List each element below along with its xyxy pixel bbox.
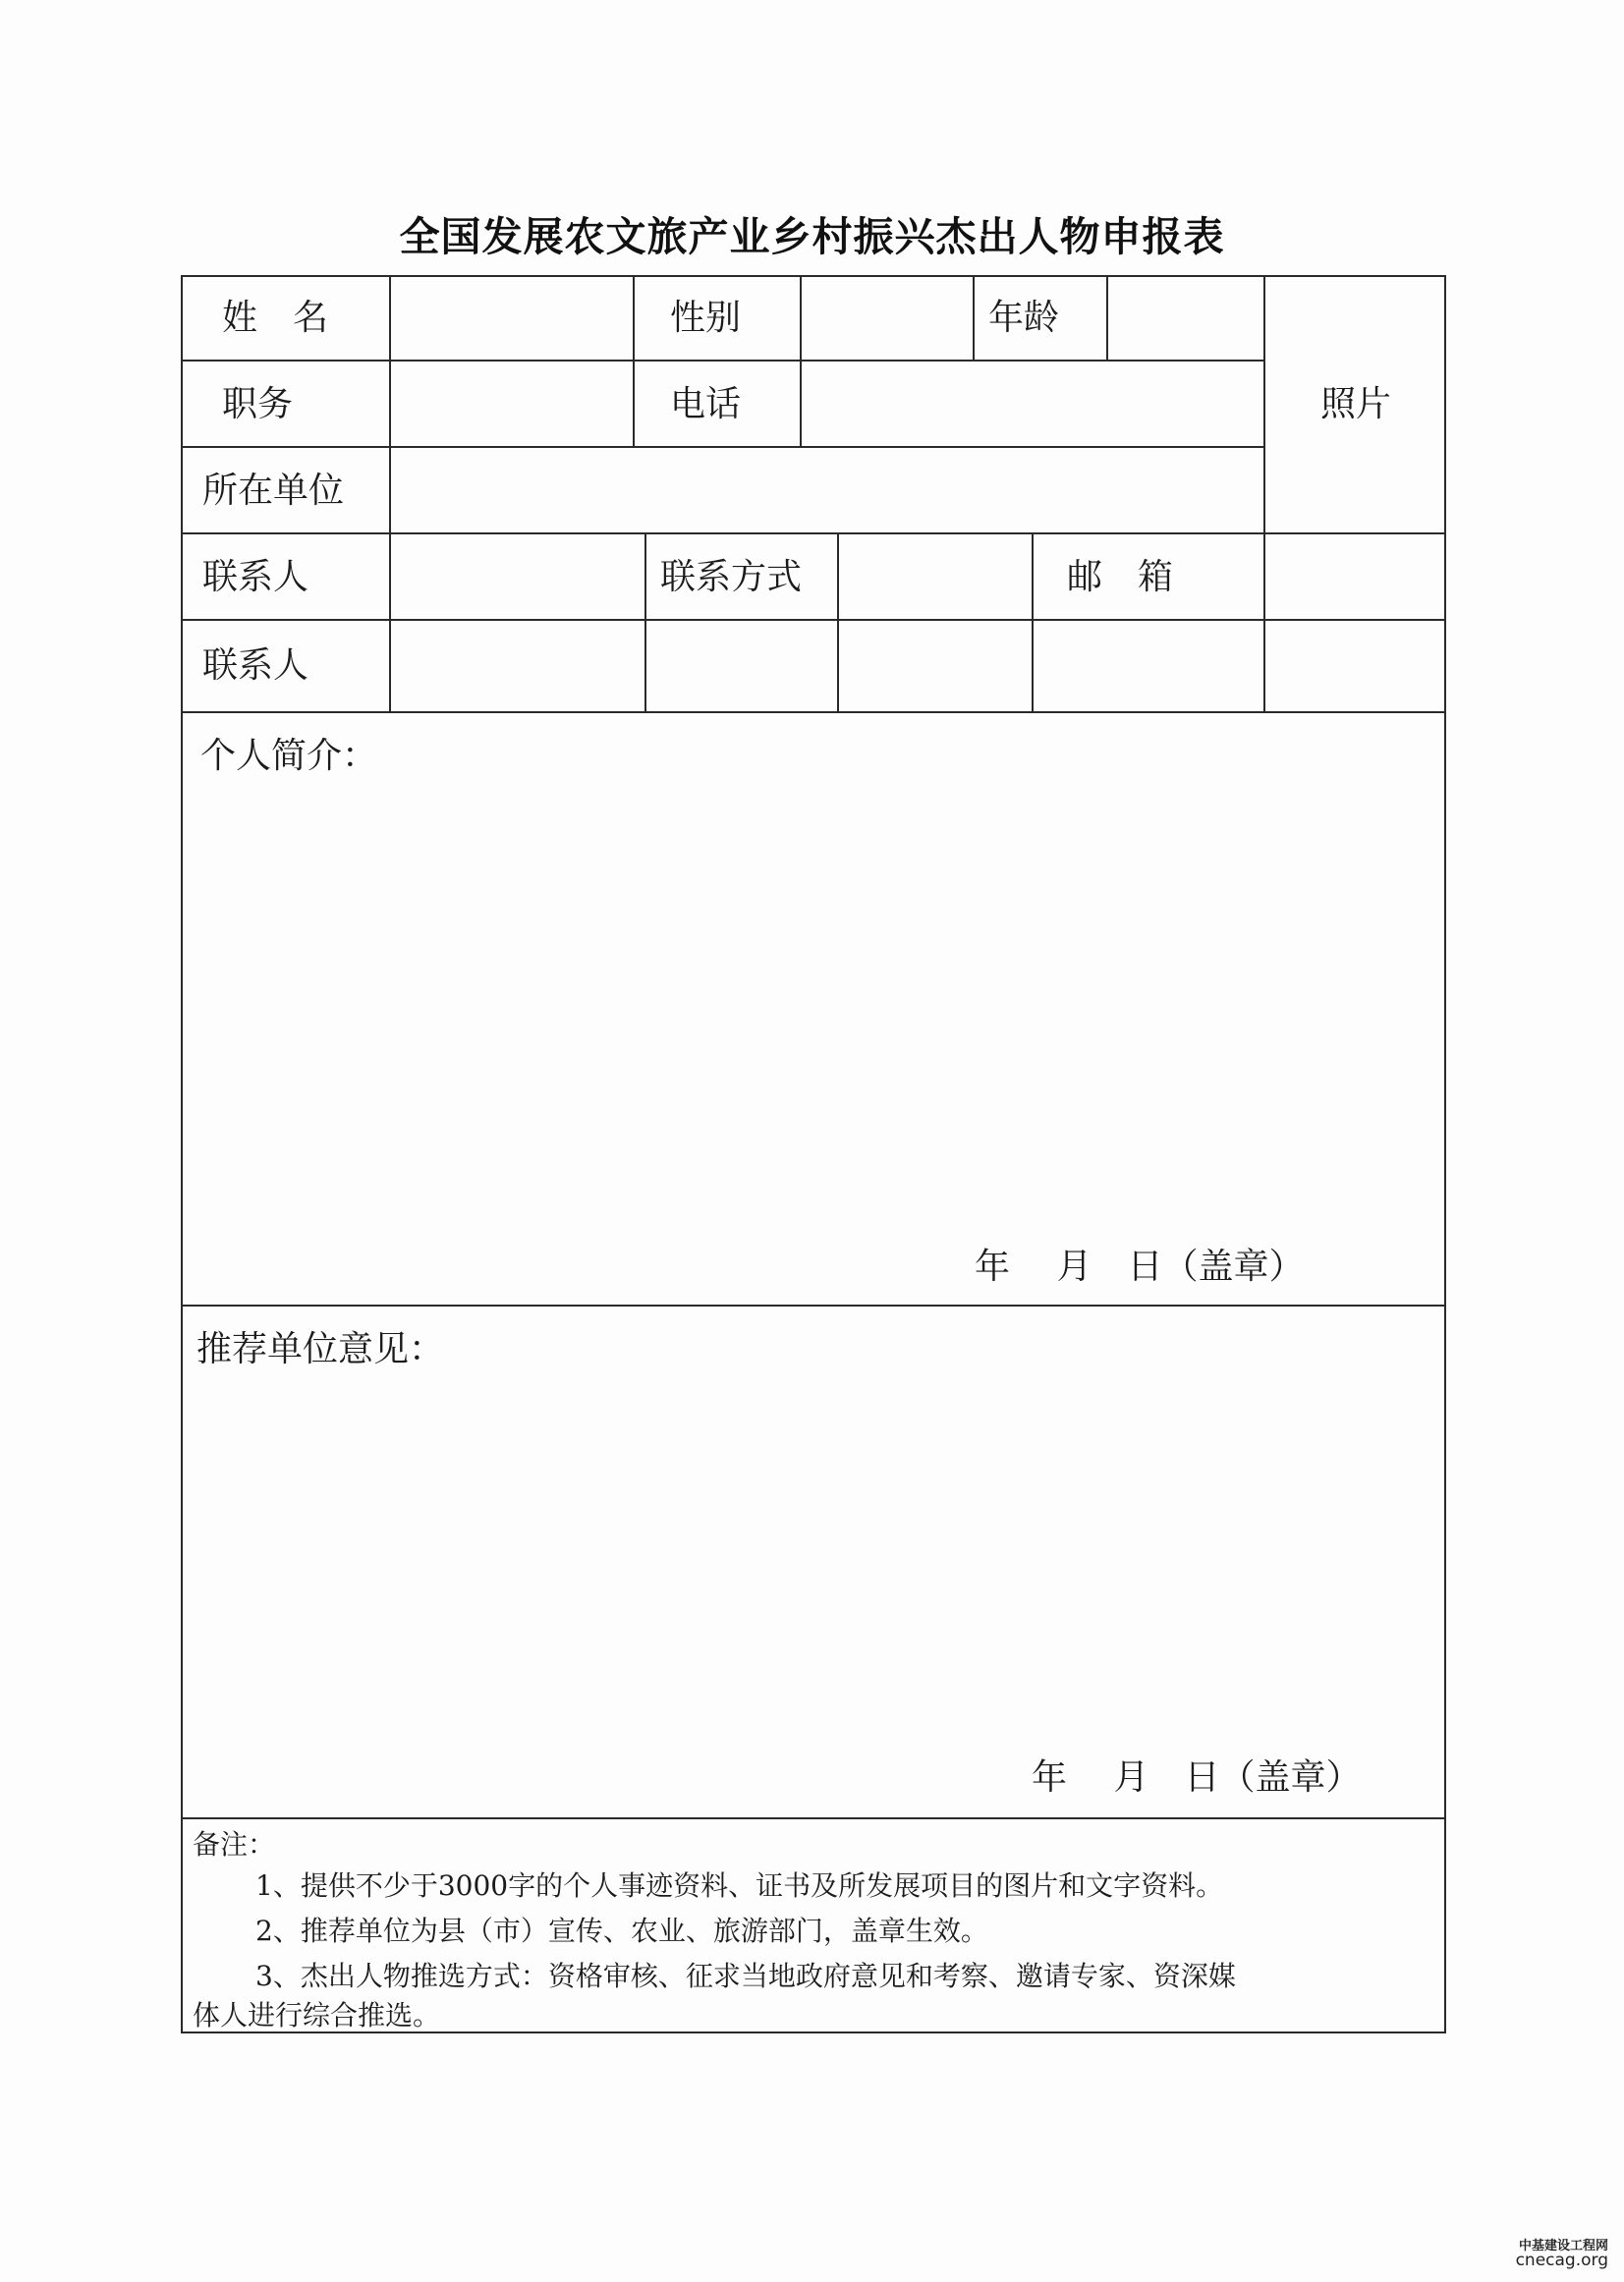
position-field[interactable]: [391, 362, 633, 446]
gender-field[interactable]: [802, 277, 973, 360]
label-unit: 所在单位: [202, 471, 345, 511]
border-bottom: [181, 2032, 1446, 2033]
recommend-label: 推荐单位意见：: [196, 1329, 445, 1369]
border-right: [1444, 275, 1446, 2033]
section-line-recommend: [181, 1817, 1446, 1819]
label-age: 年龄: [988, 298, 1060, 338]
application-form: [181, 275, 1446, 2033]
note-item-1: 1、提供不少于3000字的个人事迹资料、证书及所发展项目的图片和文字资料。: [255, 1869, 1224, 1902]
recommend-textarea[interactable]: [183, 1379, 1444, 1772]
label-contact-method: 联系方式: [660, 557, 803, 597]
section-line-intro: [181, 1305, 1446, 1307]
label-gender: 性别: [670, 298, 742, 338]
intro-textarea[interactable]: [183, 786, 1444, 1257]
contact-method-1-field[interactable]: [839, 534, 1032, 619]
row-line-5: [181, 711, 1446, 713]
contact-2-email-label-cell[interactable]: [1034, 621, 1263, 711]
label-phone: 电话: [670, 384, 742, 424]
col-line-age-label: [973, 275, 975, 360]
row-line-3: [181, 532, 1446, 534]
intro-date-stamp: 年 月 日（盖章）: [975, 1247, 1305, 1287]
watermark-url: cnecag.org: [1515, 2251, 1608, 2271]
label-email: 邮 箱: [1067, 557, 1174, 597]
contact-2-field[interactable]: [391, 621, 644, 711]
email-1-field[interactable]: [1265, 534, 1444, 619]
label-photo: 照片: [1320, 384, 1392, 424]
unit-field[interactable]: [391, 448, 1263, 532]
label-position: 职务: [222, 384, 294, 424]
label-contact-1: 联系人: [202, 557, 309, 597]
note-item-3-continuation: 体人进行综合推选。: [193, 1999, 441, 2032]
name-field[interactable]: [391, 277, 633, 360]
note-item-2: 2、推荐单位为县（市）宣传、农业、旅游部门，盖章生效。: [255, 1915, 988, 1947]
email-2-field[interactable]: [1265, 621, 1444, 711]
intro-label: 个人简介：: [200, 736, 378, 776]
note-item-3: 3、杰出人物推选方式：资格审核、征求当地政府意见和考察、邀请专家、资深媒: [255, 1960, 1236, 1992]
photo-field[interactable]: [1265, 277, 1444, 532]
age-field[interactable]: [1108, 277, 1263, 360]
label-name: 姓 名: [222, 298, 329, 338]
form-title: 全国发展农文旅产业乡村振兴杰出人物申报表: [399, 213, 1225, 260]
contact-method-2-field[interactable]: [839, 621, 1032, 711]
contact-1-field[interactable]: [391, 534, 644, 619]
label-contact-2: 联系人: [202, 645, 309, 686]
col-line-gender-label: [633, 275, 635, 446]
phone-field[interactable]: [802, 362, 1263, 446]
recommend-date-stamp: 年 月 日（盖章）: [1032, 1757, 1362, 1798]
notes-heading: 备注：: [193, 1828, 276, 1861]
watermark-name: 中基建设工程网: [1518, 2238, 1608, 2254]
site-watermark: [1516, 2240, 1608, 2270]
contact-2-extra-field[interactable]: [646, 621, 837, 711]
